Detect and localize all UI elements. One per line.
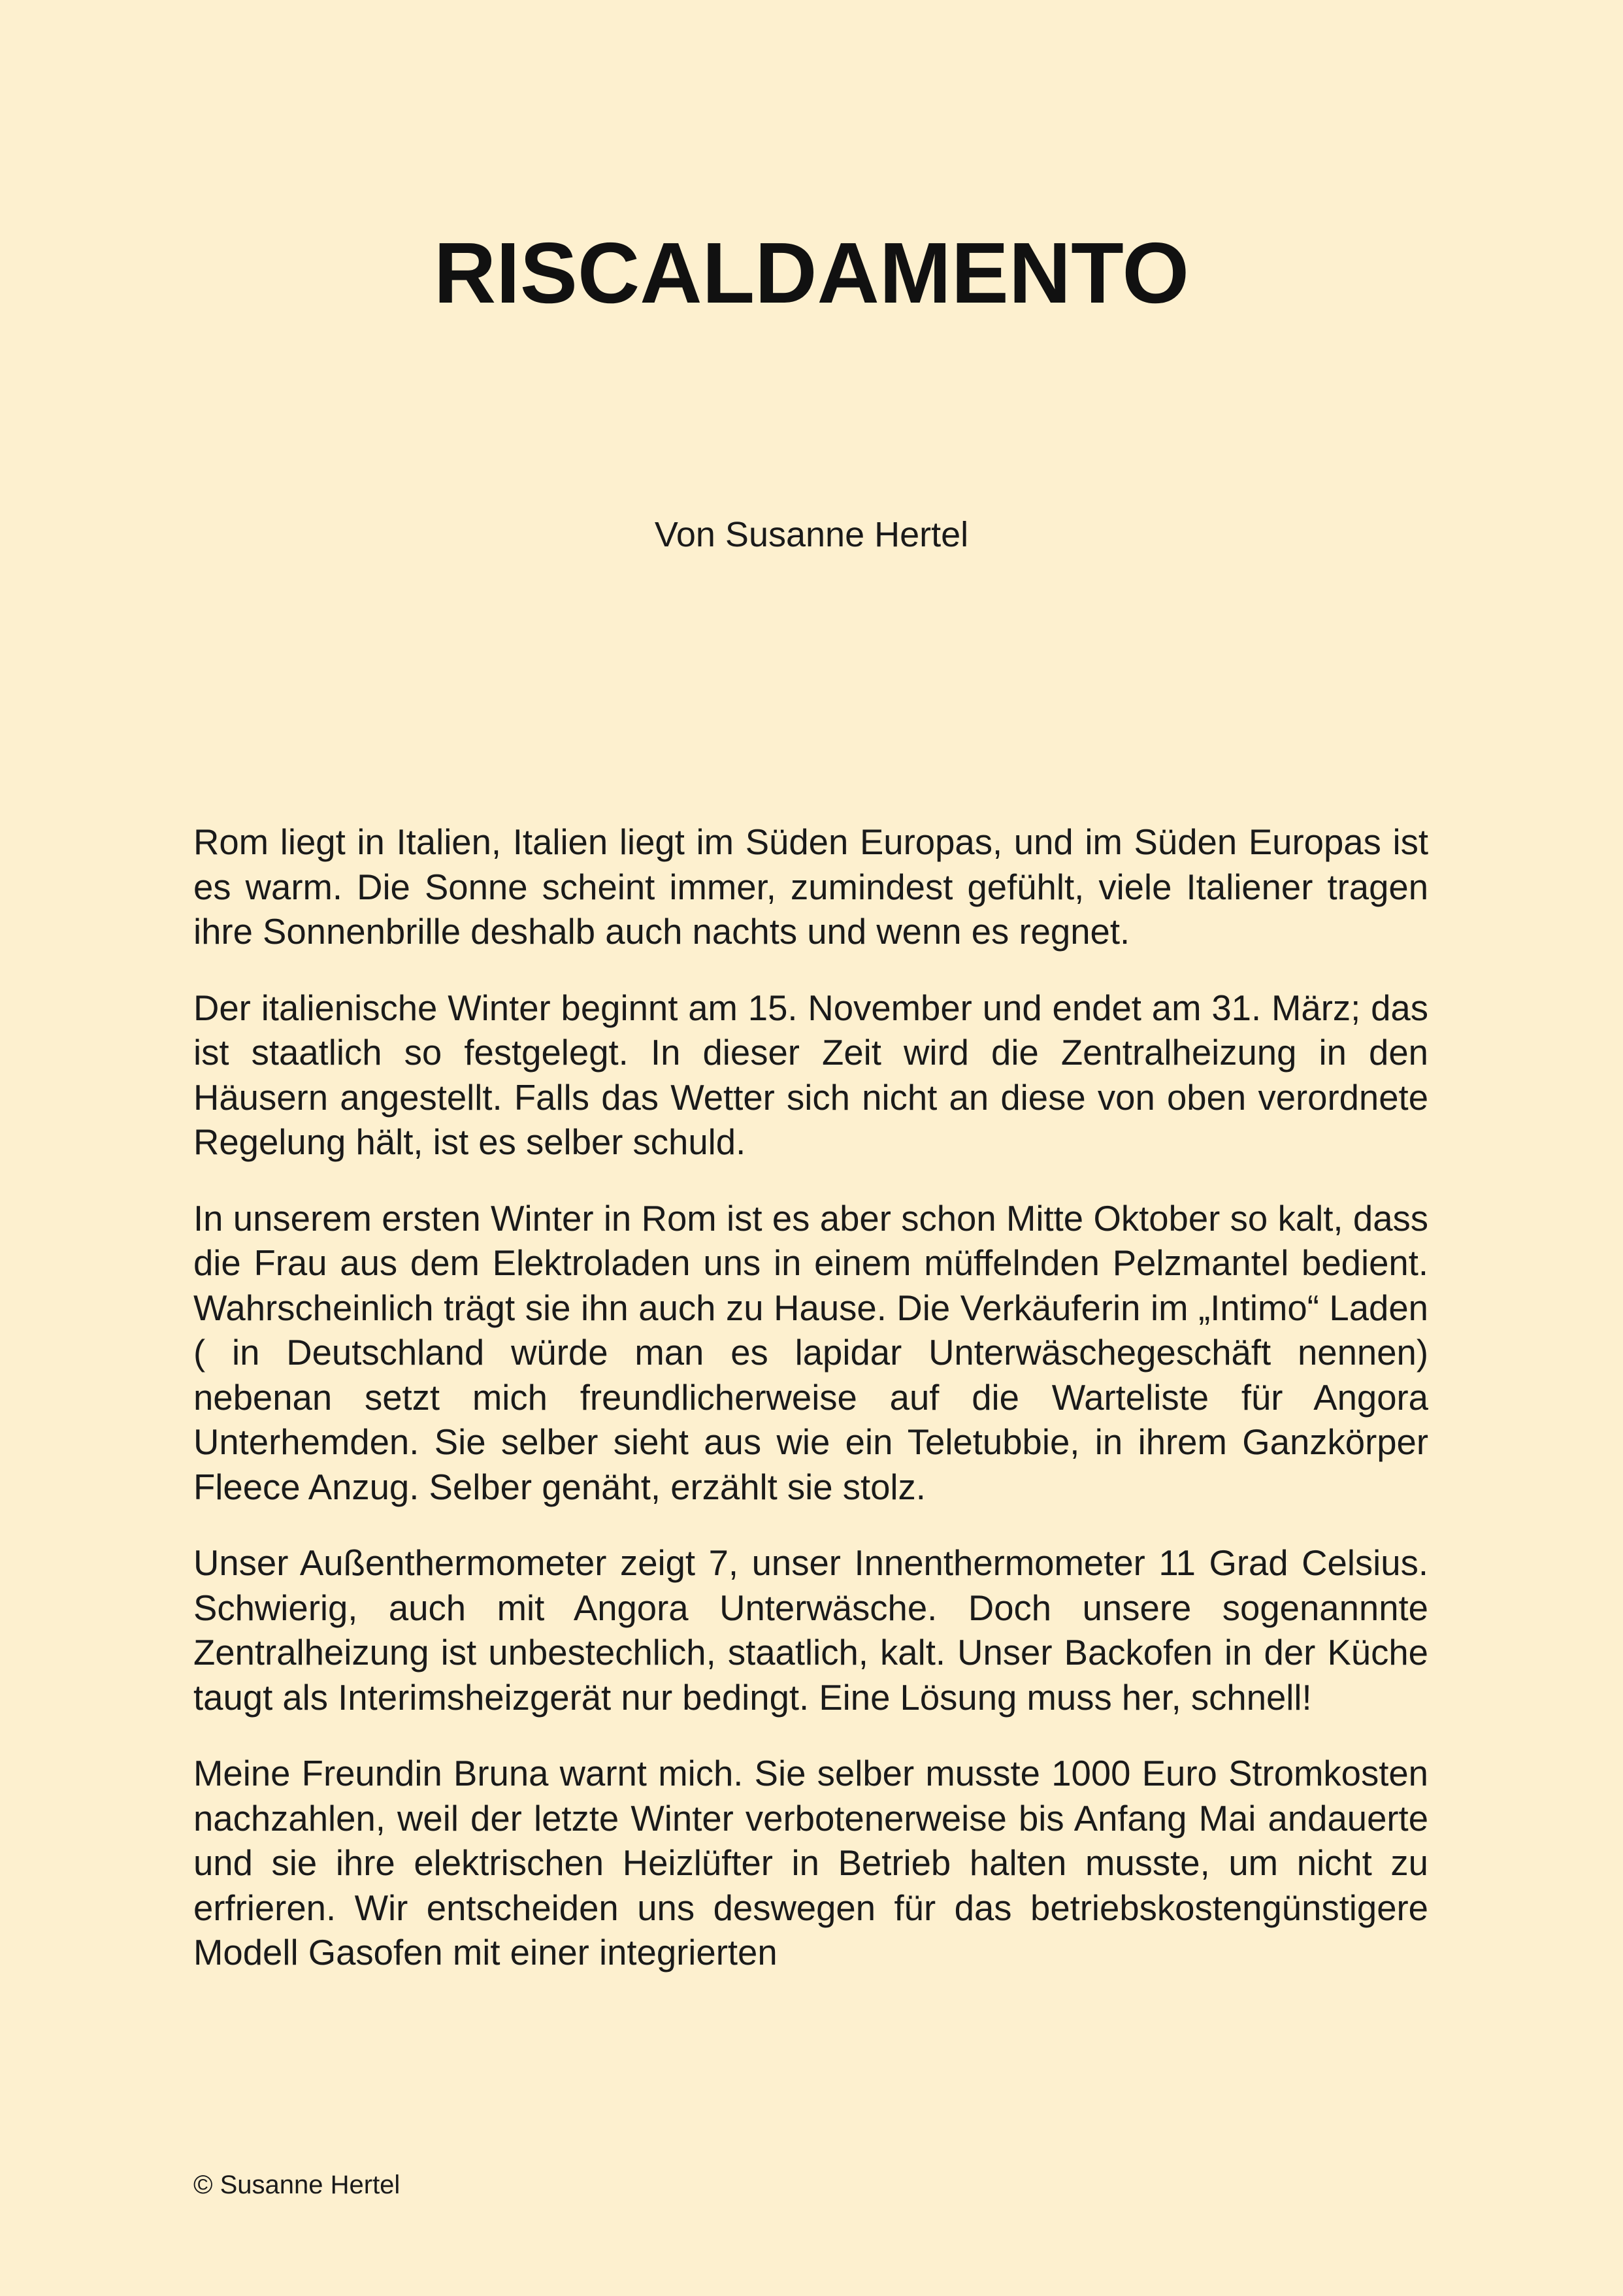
paragraph-4: Unser Außenthermometer zeigt 7, unser Innenthermometer 11 Grad Celsius. Schwierig, auch mit Angora Unterwäsche. Doch unsere sogenannnte Zentralheizung ist unbestechlich, staatlich, kalt. Unser Backofen in der Küche taugt als Interimsheizgerät nur bedingt. Eine Lösung muss her, schnell! [193,1543,1428,1718]
copyright-footer: © Susanne Hertel [193,2171,401,2199]
paragraph-2: Der italienische Winter beginnt am 15. November und endet am 31. März; das ist staatlich so festgelegt. In dieser Zeit wird die Zentralheizung in den Häusern angestellt. Falls das Wetter sich nicht an diese von oben verordnete Regelung hält, ist es selber schuld. [193,988,1428,1162]
paragraph-5: Meine Freundin Bruna warnt mich. Sie selber musste 1000 Euro Stromkosten nachzahlen, weil der letzte Winter verbotenerweise bis Anfang Mai andauerte und sie ihre elektrischen Heizlüfter in Betrieb halten musste, um nicht zu erfrieren. Wir entscheiden uns deswegen für das betriebskostengünstigere Modell Gasofen mit einer integrierten [193,1754,1428,1972]
body-text [193,820,1428,2007]
author-byline: Von Susanne Hertel [654,515,969,554]
paragraph-1: Rom liegt in Italien, Italien liegt im Süden Europas, und im Süden Europas ist es warm. Die Sonne scheint immer, zumindest gefühlt, viele Italiener tragen ihre Sonnenbrille deshalb auch nachts und wenn es regnet. [193,822,1428,952]
paragraph-3: In unserem ersten Winter in Rom ist es aber schon Mitte Oktober so kalt, dass die Frau aus dem Elektroladen uns in einem müffelnden Pelzmantel bedient. Wahrscheinlich trägt sie ihn auch zu Hause. Die Verkäuferin im „Intimo“ Laden ( in Deutschland würde man es lapidar Unterwäschegeschäft nennen) nebenan setzt mich freundlicherweise auf die Warteliste für Angora Unterhemden. Sie selber sieht aus wie ein Teletubbie, in ihrem Ganzkörper Fleece Anzug. Selber genäht, erzählt sie stolz. [193,1198,1428,1507]
page-title: RISCALDAMENTO [433,225,1190,321]
